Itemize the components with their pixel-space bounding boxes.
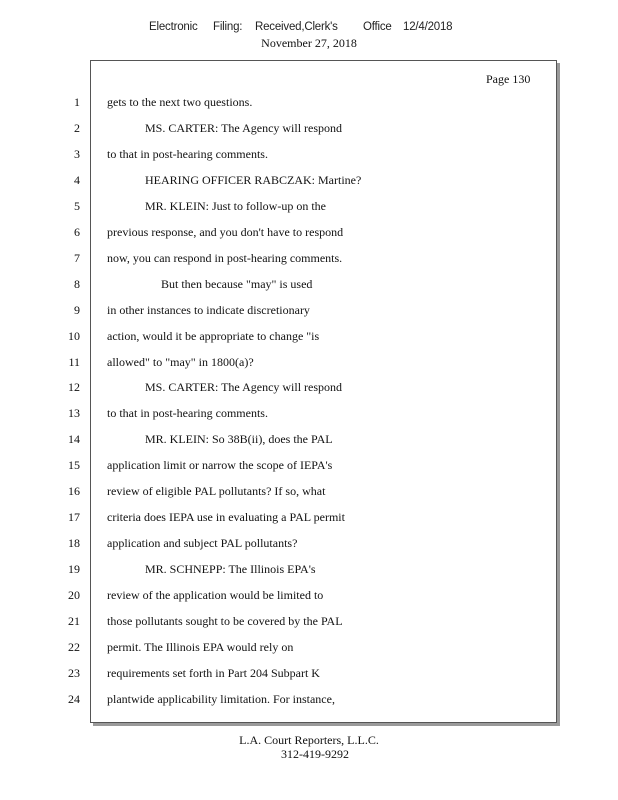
transcript-line-text: MR. SCHNEPP: The Illinois EPA's (145, 562, 316, 577)
line-number: 11 (68, 354, 80, 369)
line-number: 10 (68, 328, 80, 343)
transcript-line-text: allowed" to "may" in 1800(a)? (107, 354, 254, 369)
transcript-line-text: MS. CARTER: The Agency will respond (145, 120, 343, 135)
court-reporter-name: L.A. Court Reporters, L.L.C. (239, 733, 379, 747)
line-number: 9 (74, 302, 80, 317)
filing-word: Filing: (213, 21, 243, 33)
line-number: 1 (74, 95, 80, 109)
transcript-line-text: permit. The Illinois EPA would rely on (107, 639, 294, 654)
transcript-line-text: application limit or narrow the scope of IEPA's (107, 458, 333, 473)
line-number: 18 (68, 536, 80, 551)
transcript-line-text: now, you can respond in post-hearing comments. (107, 250, 343, 265)
line-number: 17 (68, 510, 80, 525)
line-number: 4 (74, 172, 80, 187)
line-number: 16 (68, 484, 80, 499)
transcript-line-text: review of the application would be limited to (107, 588, 324, 603)
filing-stamp (0, 21, 618, 37)
transcript-line-text: those pollutants sought to be covered by the PAL (107, 614, 343, 628)
line-number: 3 (74, 146, 80, 161)
line-number: 2 (74, 120, 80, 135)
transcript-line-text: to that in post-hearing comments. (107, 406, 268, 421)
transcript-line-text: in other instances to indicate discretionary (107, 302, 310, 317)
line-number: 21 (68, 614, 80, 628)
transcript-line-text: gets to the next two questions. (107, 95, 253, 109)
transcript-date: November 27, 2018 (261, 36, 357, 50)
transcript-line-text: HEARING OFFICER RABCZAK: Martine? (145, 172, 362, 187)
line-number: 15 (68, 458, 80, 473)
line-number: 23 (68, 665, 80, 680)
line-number: 8 (74, 276, 80, 291)
transcript-line-text: MR. KLEIN: So 38B(ii), does the PAL (145, 432, 333, 447)
transcript-line-text: criteria does IEPA use in evaluating a PAL permit (107, 510, 345, 525)
line-number: 19 (68, 562, 80, 577)
filing-word: 12/4/2018 (403, 21, 453, 33)
line-number: 5 (74, 198, 80, 213)
line-number: 20 (68, 588, 80, 603)
transcript-line-text: plantwide applicability limitation. For instance, (107, 691, 335, 706)
line-number: 7 (74, 250, 80, 265)
filing-word: Electronic (149, 21, 198, 33)
line-number: 6 (74, 224, 80, 239)
line-number: 22 (68, 639, 80, 654)
transcript-line-text: requirements set forth in Part 204 Subpart K (107, 665, 320, 680)
transcript-line-text: MS. CARTER: The Agency will respond (145, 380, 343, 395)
line-number: 12 (68, 380, 80, 395)
transcript-line-text: action, would it be appropriate to change "is (107, 328, 320, 343)
line-number: 14 (68, 432, 80, 447)
filing-word: Received,Clerk's (255, 21, 338, 33)
filing-word: Office (363, 21, 392, 33)
transcript-line-text: previous response, and you don't have to respond (107, 224, 344, 239)
transcript-line-text: MR. KLEIN: Just to follow-up on the (145, 198, 326, 213)
line-number: 13 (68, 406, 80, 421)
court-reporter-phone: 312-419-9292 (281, 747, 349, 761)
transcript-line-text: to that in post-hearing comments. (107, 146, 268, 161)
transcript-line-text: But then because "may" is used (161, 276, 313, 291)
page-number: Page 130 (486, 72, 531, 86)
line-number: 24 (68, 691, 80, 706)
transcript-line-text: application and subject PAL pollutants? (107, 536, 298, 551)
transcript-line-text: review of eligible PAL pollutants? If so, what (107, 484, 326, 499)
